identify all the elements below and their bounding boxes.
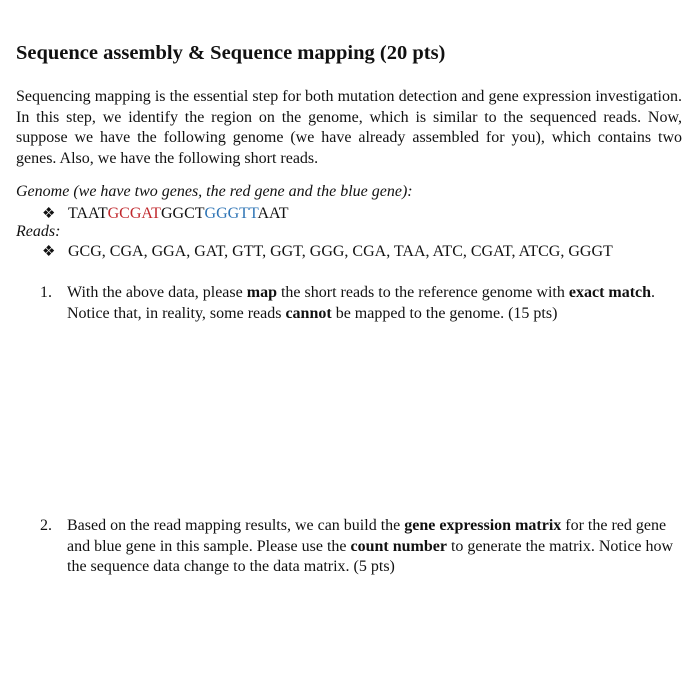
genome-label: Genome (we have two genes, the red gene and the blue gene): xyxy=(16,183,413,200)
question-text-part: for the red gene and blue gene in this sample. Please use the xyxy=(67,517,667,555)
page-title: Sequence assembly & Sequence mapping (20 pts) xyxy=(16,42,446,64)
question-text-part: With the above data, please xyxy=(67,284,247,301)
genome-seq-suffix: AAT xyxy=(257,205,289,222)
question-text xyxy=(67,283,680,324)
reads-label: Reads: xyxy=(16,223,61,240)
question-text-part: be mapped to the genome. (15 pts) xyxy=(331,304,558,322)
intro-paragraph: Sequencing mapping is the essential step for both mutation detection and gene expression investigation. In this step, we identify the region on the genome, which is similar to the sequenced reads. Now, suppose we have the following genome (we have already assembled for you), which contains two genes. Also, we have the following short reads. xyxy=(16,88,682,167)
question-bold-term: exact match xyxy=(568,284,652,301)
question-text-part: the short reads to the reference genome with xyxy=(276,284,569,301)
question-text-part: . Notice that, in reality, some reads xyxy=(67,284,656,322)
question-bold-term: map xyxy=(246,284,277,301)
question-bold-term: count number xyxy=(350,537,447,555)
question-bold-term: gene expression matrix xyxy=(404,517,562,534)
diamond-bullet-icon: ❖ xyxy=(42,244,56,260)
red-gene-sequence: GCGAT xyxy=(107,205,161,222)
question-text-part: Based on the read mapping results, we can build the xyxy=(67,517,405,534)
question-number: 2. xyxy=(40,517,52,534)
genome-seq-middle: GGCT xyxy=(160,205,205,222)
question-text-part: to generate the matrix. Notice how the sequence data change to the data matrix. (5 pts) xyxy=(67,537,674,575)
question-2 xyxy=(40,516,680,578)
genome-sequence-line xyxy=(42,204,289,223)
question-bold-term: cannot xyxy=(285,304,332,322)
diamond-bullet-icon: ❖ xyxy=(42,206,56,222)
question-1 xyxy=(40,283,680,324)
reads-list: GCG, CGA, GGA, GAT, GTT, GGT, GGG, CGA, TAA, ATC, CGAT, ATCG, GGGT xyxy=(68,243,613,260)
question-number: 1. xyxy=(40,284,52,301)
genome-seq-prefix: TAAT xyxy=(68,205,108,222)
blue-gene-sequence: GGGTT xyxy=(204,205,258,222)
question-text xyxy=(67,516,680,578)
reads-list-line xyxy=(42,242,613,261)
